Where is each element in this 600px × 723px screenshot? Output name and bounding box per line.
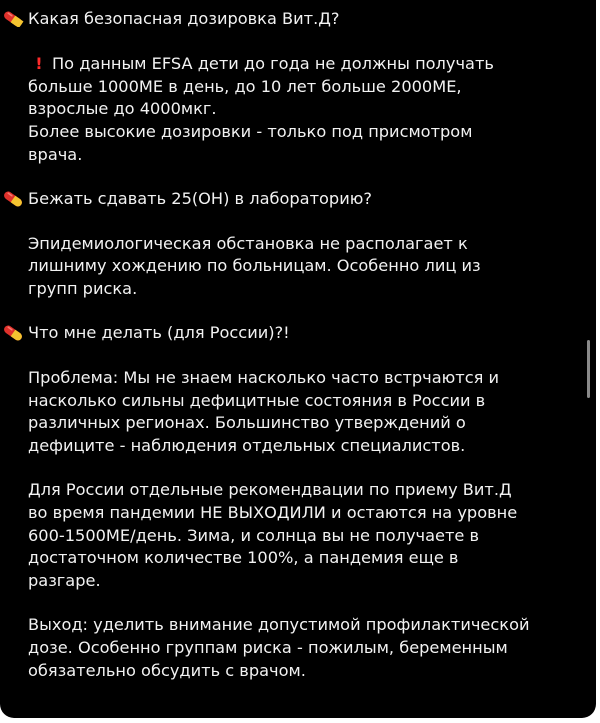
text-line: насколько сильны дефицитные состояния в России в	[28, 390, 486, 410]
text-line: 600-1500МЕ/день. Зима, и солнца вы не получаете в	[28, 525, 480, 545]
scrollbar-thumb[interactable]	[587, 340, 590, 398]
text-line: дефиците - наблюдения отдельных специалистов.	[28, 436, 466, 456]
exclamation-icon: !	[35, 53, 43, 73]
text-line: достаточном количестве 100%, а пандемия еще в	[28, 548, 459, 568]
text-line: взрослые до 4000мкг.	[28, 99, 217, 119]
section-heading-russia: Что мне делать (для России)?!	[0, 322, 580, 345]
text-line: Более высокие дозировки - только под присмотром	[28, 122, 473, 142]
section-heading-lab-test: Бежать сдавать 25(ОН) в лабораторию?	[0, 188, 580, 211]
text-line: Проблема: Мы не знаем насколько часто встрчаются и	[28, 367, 500, 387]
text-line: во время пандемии НЕ ВЫХОДИЛИ и остаются на уровне	[28, 502, 518, 522]
text-line: Эпидемиологическая обстановка не располагает к	[28, 233, 468, 253]
text-line: различных регионах. Большинство утверждений о	[28, 413, 466, 433]
message-text	[28, 8, 580, 682]
pill-icon	[2, 325, 24, 341]
text-line: врача.	[28, 144, 83, 164]
text-line: разгаре.	[28, 571, 101, 591]
warning-line-1: ! По данным EFSA дети до года не должны получать	[28, 53, 580, 76]
text-line: дозе. Особенно группам риска - пожилым, беременным	[28, 637, 508, 657]
text-line: групп риска.	[28, 279, 138, 299]
text-line: больше 1000МЕ в день, до 10 лет больше 2000МЕ,	[28, 76, 462, 96]
section-heading-dosage: Какая безопасная дозировка Вит.Д?	[0, 8, 580, 31]
text-line: обязательно обсудить с врачом.	[28, 660, 306, 680]
text-line: Для России отдельные рекомендвации по приему Вит.Д	[28, 479, 512, 499]
text-line: Выход: уделить внимание допустимой профилактической	[28, 614, 530, 634]
pill-icon	[2, 191, 24, 207]
text-line: лишниму хождению по больницам. Особенно лиц из	[28, 256, 481, 276]
pill-icon	[2, 11, 24, 27]
